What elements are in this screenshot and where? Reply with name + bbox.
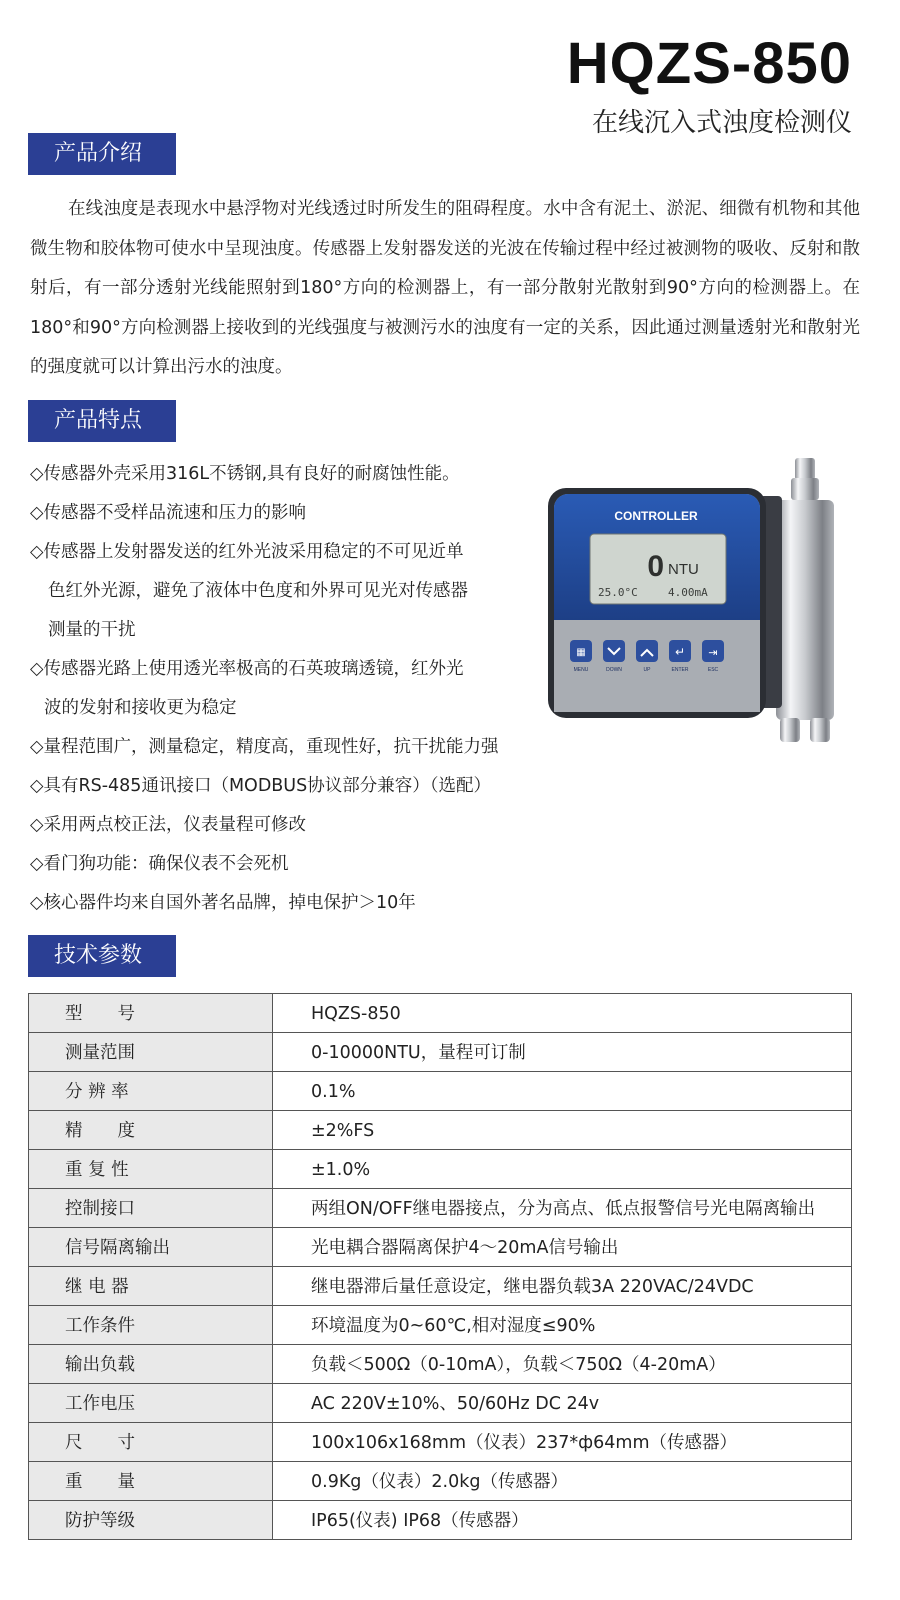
device-illustration (548, 450, 858, 750)
feature-item: ◇核心器件均来自国外著名品牌，掉电保护＞10年 (30, 893, 416, 913)
controller-brand-label: CONTROLLER (614, 509, 698, 523)
svg-text:ENTER: ENTER (671, 667, 689, 673)
display-current: 4.00mA (668, 586, 708, 599)
table-row: 精 度 ±2%FS (29, 1111, 852, 1150)
feature-item: ◇量程范围广，测量稳定，精度高，重现性好，抗干扰能力强 (30, 737, 499, 757)
table-row: 输出负载 负载＜500Ω（0-10mA），负载＜750Ω（4-20mA） (29, 1345, 852, 1384)
controller (548, 488, 782, 718)
svg-text:UP: UP (643, 667, 651, 673)
table-row: 继 电 器 继电器滞后量任意设定，继电器负载3A 220VAC/24VDC (29, 1267, 852, 1306)
section-title-specs: 技术参数 (28, 935, 176, 977)
svg-text:DOWN: DOWN (606, 667, 622, 673)
table-row: 工作条件 环境温度为0~60℃,相对湿度≤90% (29, 1306, 852, 1345)
feature-item: ◇传感器光路上使用透光率极高的石英玻璃透镜，红外光 波的发射和接收更为稳定 (30, 659, 464, 718)
svg-text:↵: ↵ (674, 645, 686, 659)
table-row: 防护等级 IP65(仪表) IP68（传感器） (29, 1501, 852, 1540)
table-row: 重 复 性 ±1.0% (29, 1150, 852, 1189)
spec-table (28, 993, 852, 1540)
table-row: 工作电压 AC 220V±10%、50/60Hz DC 24v (29, 1384, 852, 1423)
table-row: 尺 寸 100x106x168mm（仪表）237*ф64mm（传感器） (29, 1423, 852, 1462)
table-row: 型 号 HQZS-850 (29, 994, 852, 1033)
product-subtitle: 在线沉入式浊度检测仪 (591, 108, 852, 138)
svg-text:MENU: MENU (573, 667, 589, 673)
table-row: 信号隔离输出 光电耦合器隔离保护4～20mA信号输出 (29, 1228, 852, 1267)
feature-item: ◇采用两点校正法，仪表量程可修改 (30, 815, 306, 835)
feature-item: ◇传感器外壳采用316L不锈钢,具有良好的耐腐蚀性能。 (30, 464, 460, 484)
feature-item: ◇具有RS-485通讯接口（MODBUS协议部分兼容）（选配） (30, 776, 491, 796)
table-row: 测量范围 0-10000NTU，量程可订制 (29, 1033, 852, 1072)
table-row: 分 辨 率 0.1% (29, 1072, 852, 1111)
table-row: 重 量 0.9Kg（仪表）2.0kg（传感器） (29, 1462, 852, 1501)
table-row: 控制接口 两组ON/OFF继电器接点，分为高点、低点报警信号光电隔离输出 (29, 1189, 852, 1228)
feature-list (30, 455, 540, 923)
svg-text:▦: ▦ (576, 647, 586, 658)
svg-text:ESC: ESC (707, 667, 719, 673)
sensor-probe (776, 458, 834, 742)
display-temperature: 25.0°C (598, 586, 638, 599)
product-model: HQZS-850 (566, 31, 852, 96)
svg-text:⇥: ⇥ (708, 646, 718, 659)
section-title-intro: 产品介绍 (28, 133, 176, 175)
feature-item: ◇传感器上发射器发送的红外光波采用稳定的不可见近单 色红外光源，避免了液体中色度和外界可见光对传感器 测量的干扰 (30, 542, 468, 640)
display-reading: 0 (647, 550, 664, 583)
display-unit: NTU (668, 561, 699, 578)
feature-item: ◇传感器不受样品流速和压力的影响 (30, 503, 306, 523)
intro-paragraph: 在线浊度是表现水中悬浮物对光线透过时所发生的阻碍程度。水中含有泥土、淤泥、细微有机物和其他微生物和胶体物可使水中呈现浊度。传感器上发射器发送的光波在传输过程中经过被测物的吸收、反射和散射后，有一部分透射光线能照射到180°方向的检测器上，有一部分散射光散射到90°方向的检测器上。在180°和90°方向检测器上接收到的光线强度与被测污水的浊度有一定的关系，因此通过测量透射光和散射光的强度就可以计算出污水的浊度。 (30, 199, 860, 377)
feature-item: ◇看门狗功能：确保仪表不会死机 (30, 854, 289, 874)
section-title-features: 产品特点 (28, 400, 176, 442)
